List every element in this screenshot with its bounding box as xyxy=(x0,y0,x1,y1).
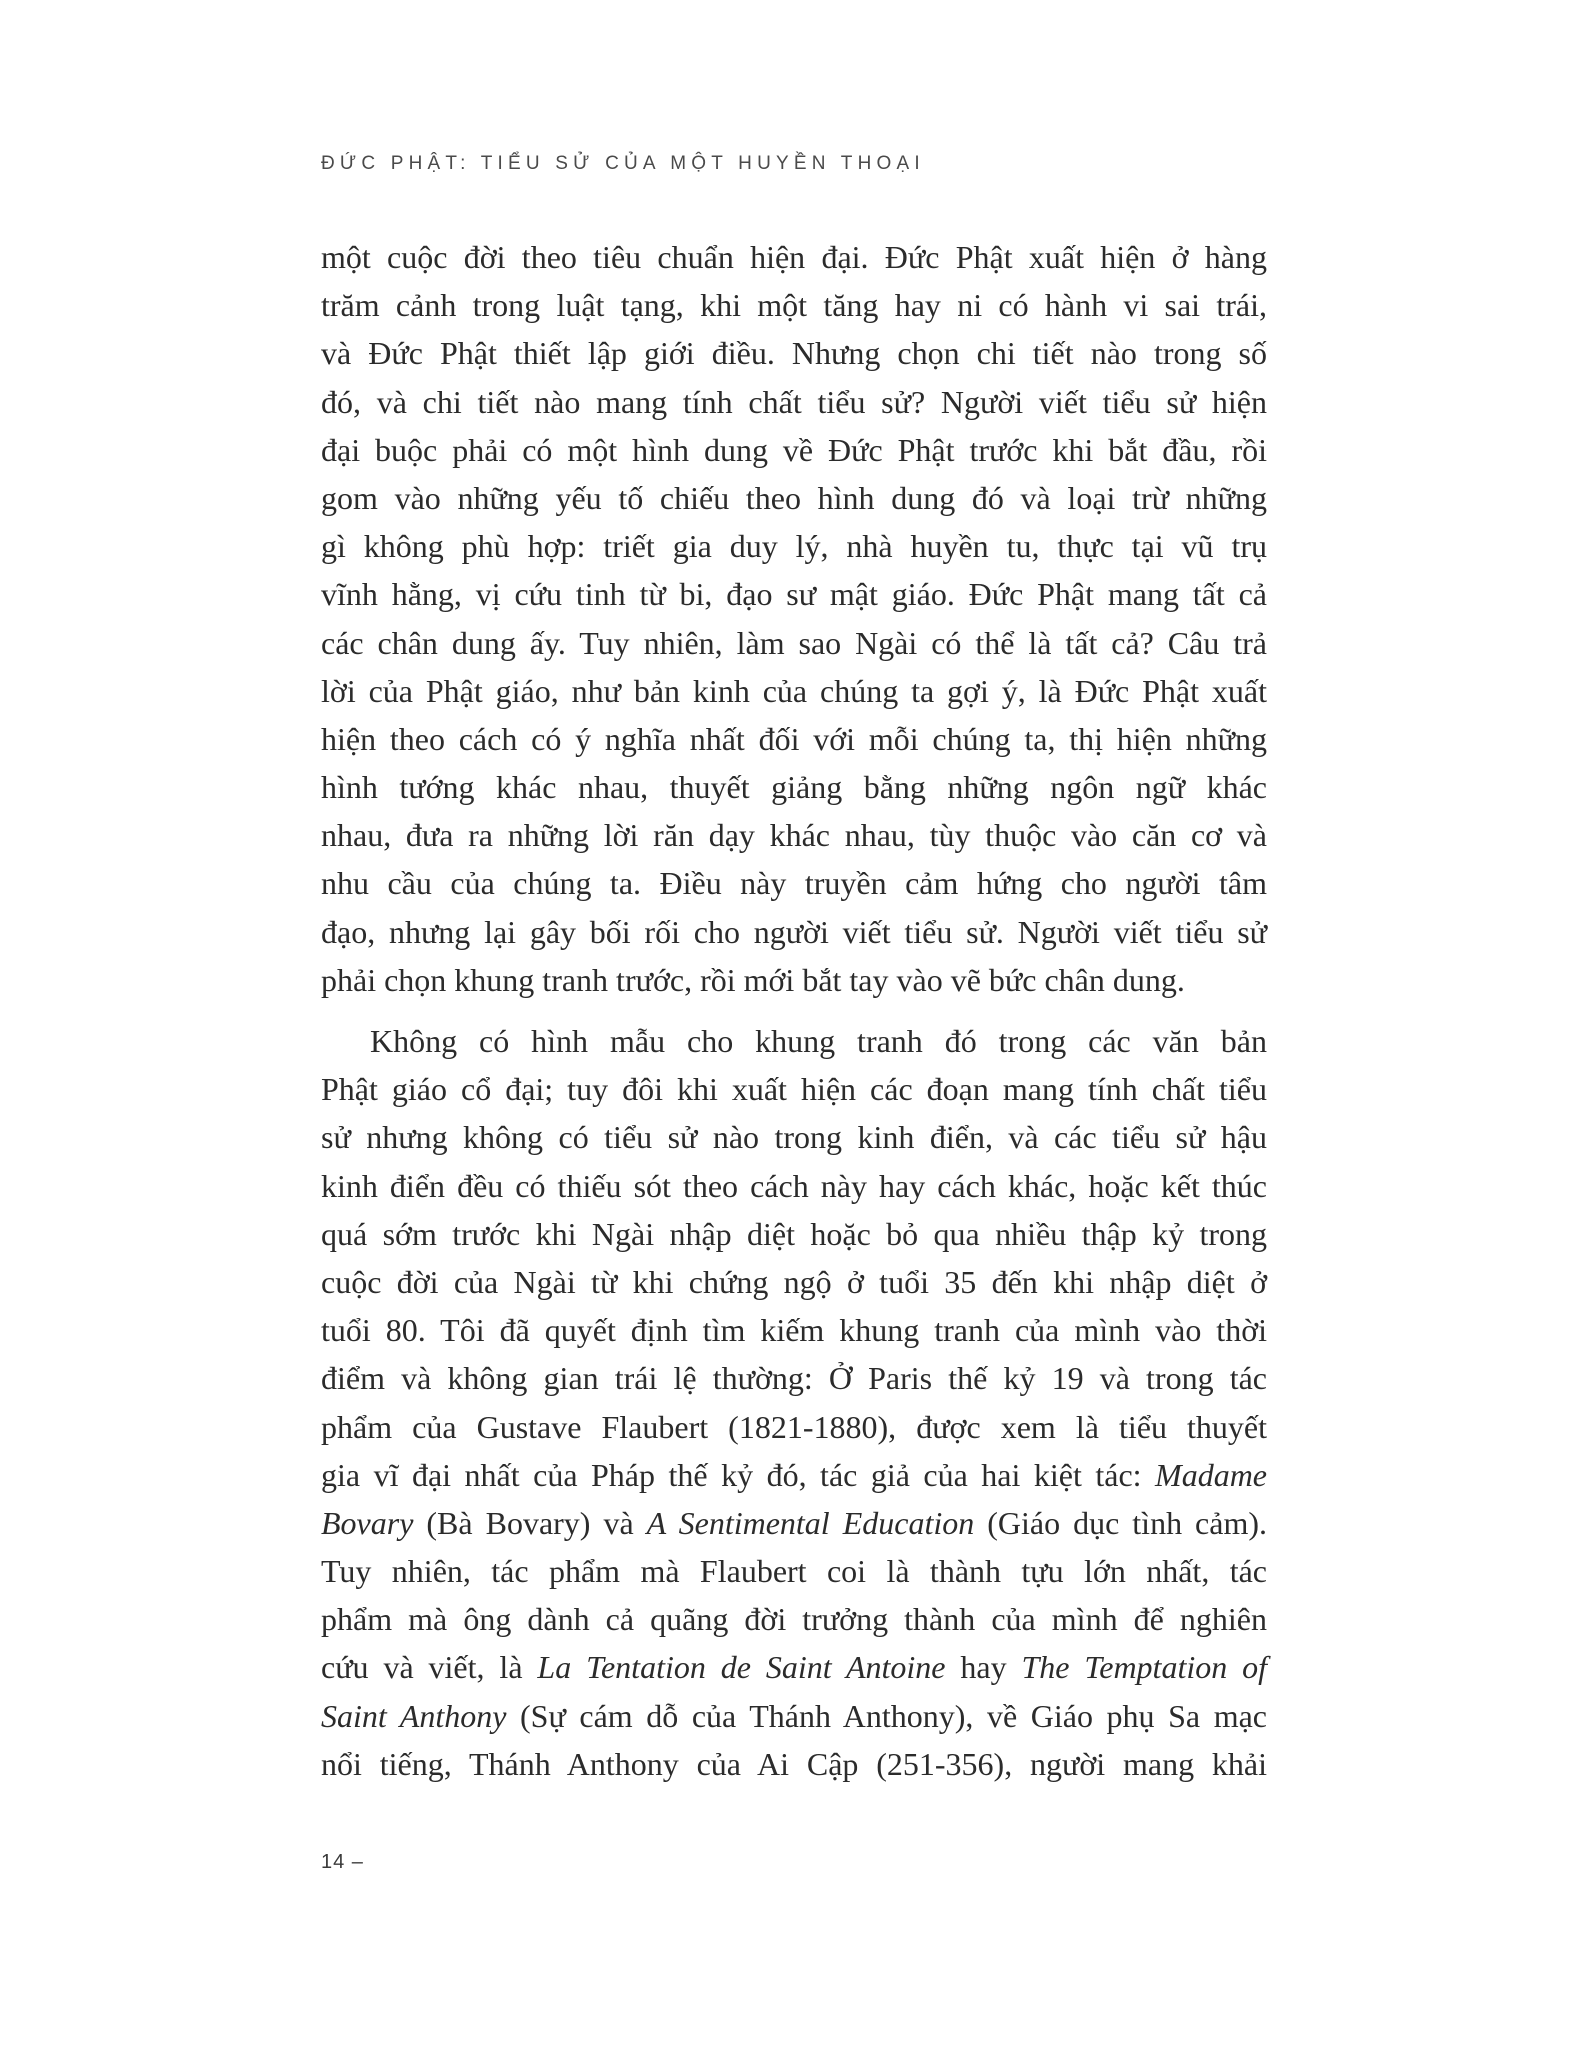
text-run: (Giáo dục tình cảm). xyxy=(974,1504,1268,1541)
text-run: (Sự cám dỗ của Thánh Anthony), về Giáo phụ Sa mạc xyxy=(506,1697,1268,1734)
text-line: sử nhưng không có tiểu sử nào trong kinh điển, và các tiểu sử hậu xyxy=(321,1119,1267,1156)
text-line: trăm cảnh trong luật tạng, khi một tăng hay ni có hành vi sai trái, xyxy=(321,287,1267,324)
text-line: cuộc đời của Ngài từ khi chứng ngộ ở tuổi 35 đến khi nhập diệt ở xyxy=(321,1263,1267,1300)
text-line: nhau, đưa ra những lời răn dạy khác nhau, tùy thuộc vào căn cơ và xyxy=(321,817,1267,854)
text-run: gia vĩ đại nhất của Pháp thế kỷ đó, tác giả của hai kiệt tác: xyxy=(321,1456,1156,1493)
text-line: tuổi 80. Tôi đã quyết định tìm kiếm khung tranh của mình vào thời xyxy=(321,1312,1267,1349)
text-line: đạo, nhưng lại gây bối rối cho người viết tiểu sử. Người viết tiểu sử xyxy=(321,913,1267,950)
text-line: nhu cầu của chúng ta. Điều này truyền cảm hứng cho người tâm xyxy=(321,865,1267,902)
text-line: Phật giáo cổ đại; tuy đôi khi xuất hiện các đoạn mang tính chất tiểu xyxy=(321,1071,1267,1108)
text-line xyxy=(321,1499,1267,1547)
text-line: gì không phù hợp: triết gia duy lý, nhà huyền tu, thực tại vũ trụ xyxy=(321,528,1267,565)
text-line: điểm và không gian trái lệ thường: Ở Paris thế kỷ 19 và trong tác xyxy=(321,1360,1267,1397)
text-line: và Đức Phật thiết lập giới điều. Nhưng chọn chi tiết nào trong số xyxy=(321,335,1267,372)
text-line: phẩm của Gustave Flaubert (1821-1880), được xem là tiểu thuyết xyxy=(321,1408,1267,1445)
book-title-italic: Madame xyxy=(1155,1456,1267,1493)
text-run: (Bà Bovary) và xyxy=(413,1504,647,1541)
text-line: một cuộc đời theo tiêu chuẩn hiện đại. Đức Phật xuất hiện ở hàng xyxy=(321,239,1267,275)
text-line: đó, và chi tiết nào mang tính chất tiểu sử? Người viết tiểu sử hiện xyxy=(321,383,1267,420)
text-line: đại buộc phải có một hình dung về Đức Phật trước khi bắt đầu, rồi xyxy=(321,431,1267,468)
paragraph xyxy=(321,1017,1267,1788)
text-line: phẩm mà ông dành cả quãng đời trưởng thành của mình để nghiên xyxy=(321,1601,1267,1638)
text-line: vĩnh hằng, vị cứu tinh từ bi, đạo sư mật giáo. Đức Phật mang tất cả xyxy=(321,576,1267,613)
book-title-italic: Bovary xyxy=(321,1504,414,1541)
body-text xyxy=(321,233,1267,1788)
text-line: nổi tiếng, Thánh Anthony của Ai Cập (251-356), người mang khải xyxy=(321,1745,1267,1782)
text-line: Tuy nhiên, tác phẩm mà Flaubert coi là thành tựu lớn nhất, tác xyxy=(321,1553,1267,1590)
text-line: các chân dung ấy. Tuy nhiên, làm sao Ngài có thể là tất cả? Câu trả xyxy=(321,624,1267,661)
text-line: phải chọn khung tranh trước, rồi mới bắt tay vào vẽ bức chân dung. xyxy=(321,961,1185,998)
text-line: gom vào những yếu tố chiếu theo hình dung đó và loại trừ những xyxy=(321,479,1267,516)
text-line xyxy=(321,1692,1267,1740)
text-line: lời của Phật giáo, như bản kinh của chúng ta gợi ý, là Đức Phật xuất xyxy=(321,672,1267,709)
book-title-italic: La Tentation de Saint Antoine xyxy=(537,1649,946,1686)
text-run: cứu và viết, là xyxy=(321,1649,538,1686)
text-line: hiện theo cách có ý nghĩa nhất đối với mỗi chúng ta, thị hiện những xyxy=(321,720,1267,757)
text-line: hình tướng khác nhau, thuyết giảng bằng những ngôn ngữ khác xyxy=(321,769,1267,806)
text-run: hay xyxy=(945,1649,1022,1686)
page-number: 14 – xyxy=(321,1851,364,1873)
book-title-italic: Saint Anthony xyxy=(321,1697,507,1734)
book-title-italic: The Temptation of xyxy=(1021,1649,1268,1686)
text-line xyxy=(321,1643,1267,1691)
book-title-italic: A Sentimental Education xyxy=(646,1504,975,1541)
text-line xyxy=(321,1451,1267,1499)
text-line: kinh điển đều có thiếu sót theo cách này hay cách khác, hoặc kết thúc xyxy=(321,1167,1267,1204)
text-line: quá sớm trước khi Ngài nhập diệt hoặc bỏ qua nhiều thập kỷ trong xyxy=(321,1215,1267,1252)
paragraph xyxy=(321,233,1267,1004)
text-line: Không có hình mẫu cho khung tranh đó trong các văn bản xyxy=(370,1023,1267,1059)
running-header: ĐỨC PHẬT: TIỂU SỬ CỦA MỘT HUYỀN THOẠI xyxy=(321,153,925,174)
